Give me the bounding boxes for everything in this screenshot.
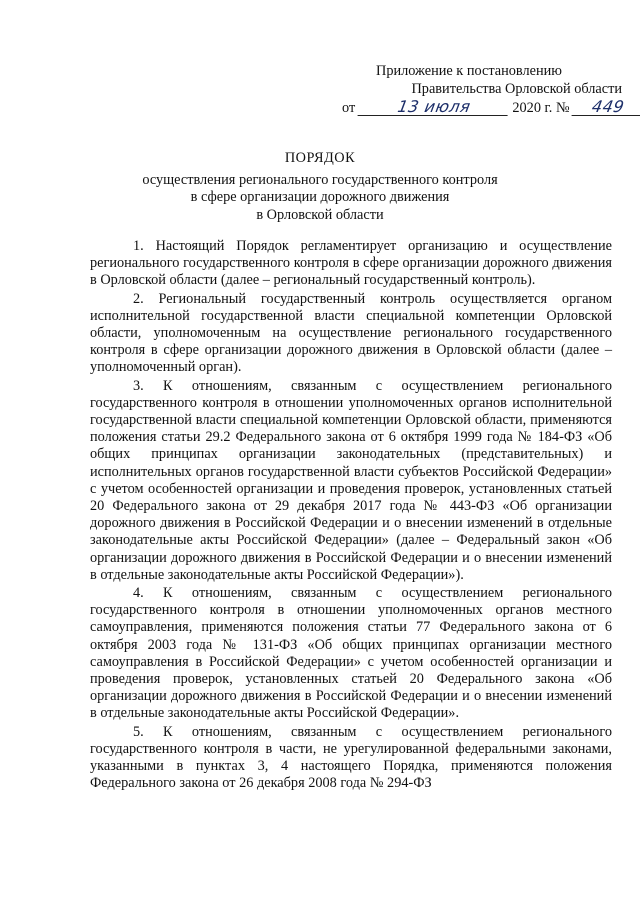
document-subtitle-line-1: осуществления регионального государственного контроля xyxy=(142,171,498,188)
document-subtitle-line-3: в Орловской области xyxy=(256,206,384,223)
appendix-header xyxy=(332,62,627,117)
handwritten-date: 13 июля xyxy=(357,99,510,116)
document-subtitle-line-2: в сфере организации дорожного движения xyxy=(190,189,450,205)
appendix-line-1: Приложение к постановлению xyxy=(376,63,562,79)
paragraph-3: 3. К отношениям, связанным с осуществлением регионального государственного контроля в отношении уполномоченных органов исполнительной государственной власти специальной компетенции Орловской области, применяются положения статьи 29.2 Федерального закона от 6 октября 1999 года № 184-ФЗ «Об общих принципах организации законодательных (представительных) и исполнительных органов государственной власти субъектов Российской Федерации» с учетом особенностей организации и проведения проверок, установленных статьей 20 Федерального закона от 29 декабря 2017 года № 443-ФЗ «Об организации дорожного движения в Российской Федерации и о внесении изменений в отдельные законодательные акты Российской Федерации» (далее – Федеральный закон «Об организации дорожного движения в Российской Федерации и о внесении изменений в отдельные законодательные акты Российской Федерации»). xyxy=(90,377,612,583)
document-body xyxy=(90,238,612,794)
date-prefix: от xyxy=(342,100,356,116)
paragraph-1: 1. Настоящий Порядок регламентирует организацию и осуществление регионального государственного контроля в сфере организации дорожного движения в Орловской области (далее – региональный государственный контроль). xyxy=(90,238,612,289)
appendix-line-2: Правительства Орловской области xyxy=(411,81,622,97)
year-text: 2020 г. № xyxy=(512,100,570,116)
handwritten-number: 449 xyxy=(572,99,640,116)
appendix-date-line xyxy=(332,97,627,117)
document-title: ПОРЯДОК xyxy=(284,150,356,166)
document-heading xyxy=(60,150,580,224)
paragraph-5: 5. К отношениям, связанным с осуществлением регионального государственного контроля в части, не урегулированной федеральными законами, указанными в пунктах 3, 4 настоящего Порядка, применяются положения Федерального закона от 26 декабря 2008 года № 294-ФЗ xyxy=(90,723,612,792)
paragraph-2: 2. Региональный государственный контроль осуществляется органом исполнительной государственной власти специальной компетенции Орловской области, уполномоченным на осуществление регионального государственного контроля в сфере организации дорожного движения в Орловской области (далее – уполномоченный орган). xyxy=(90,290,612,376)
paragraph-4: 4. К отношениям, связанным с осуществлением регионального государственного контроля в отношении уполномоченных органов местного самоуправления, применяются положения статьи 77 Федерального закона от 6 октября 2003 года № 131-ФЗ «Об общих принципах организации местного самоуправления в Российской Федерации» с учетом особенностей организации и проведения проверок, установленных статьей 20 Федерального закона «Об организации дорожного движения в Российской Федерации и о внесении изменений в отдельные законодательные акты Российской Федерации». xyxy=(90,585,612,722)
